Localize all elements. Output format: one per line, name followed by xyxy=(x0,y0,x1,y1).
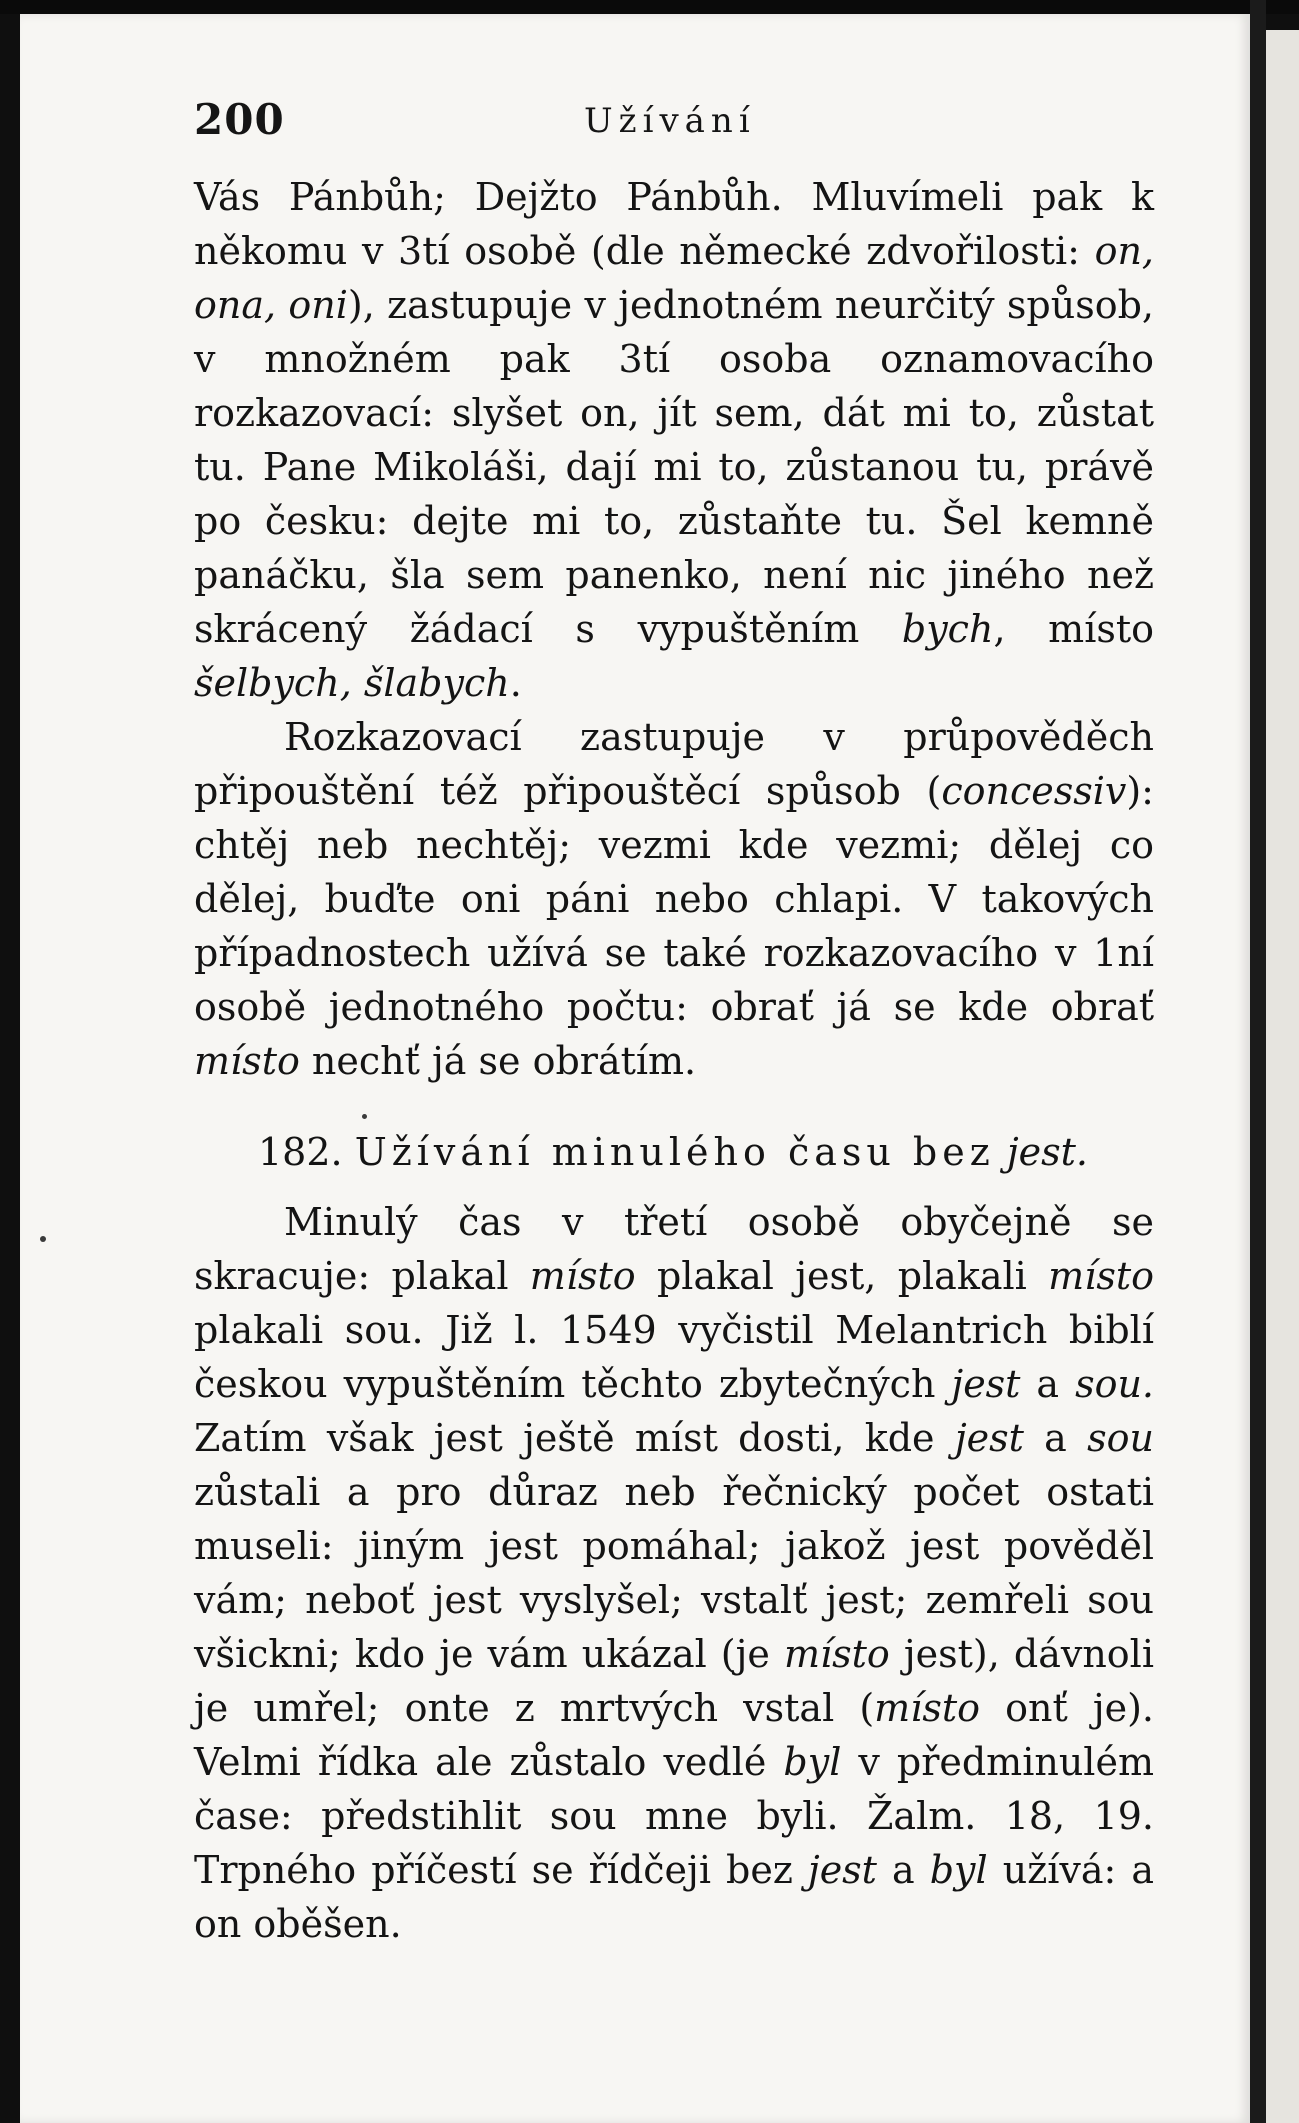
ink-speck xyxy=(362,1114,367,1119)
italic-run: sou. xyxy=(1075,1362,1154,1406)
text-run: nechť já se obrátím. xyxy=(299,1039,697,1083)
facing-page-edge xyxy=(1266,30,1299,2123)
section-title-italic: jest. xyxy=(1006,1130,1088,1174)
italic-run: bych xyxy=(901,607,994,651)
italic-run: jest xyxy=(807,1848,877,1892)
scan-top-border xyxy=(0,0,1299,14)
running-head xyxy=(194,95,1154,155)
section-heading xyxy=(258,1130,1088,1174)
text-run: a xyxy=(1023,1416,1088,1460)
italic-run: sou xyxy=(1087,1416,1154,1460)
section-title: Užívání minulého času bez xyxy=(354,1130,995,1174)
text-run: . xyxy=(509,661,522,705)
ink-speck xyxy=(40,1236,46,1242)
italic-run: šelbych, šlabych xyxy=(194,661,510,705)
italic-run: místo xyxy=(194,1039,300,1083)
text-run: Minulý čas v třetí osobě obyčejně se skracuje: plakal xyxy=(194,1200,1154,1298)
section-number: 182. xyxy=(258,1130,343,1174)
text-run: jest), dávnoli je umřel; onte z mrtvých vstal ( xyxy=(194,1632,1154,1730)
text-run: Zatím však jest ještě míst dosti, kde xyxy=(194,1416,955,1460)
text-run: ): chtěj neb nechtěj; vezmi kde vezmi; dělej co dělej, buďte oni páni nebo chlapi. V takových případnostech užívá se také rozkazovacího v 1ní osobě jednotného počtu: obrať já se kde obrať xyxy=(194,769,1154,1029)
text-run: plakal jest, plakali xyxy=(635,1254,1049,1298)
italic-run: on, ona, oni xyxy=(194,229,1154,327)
italic-run: jest xyxy=(951,1362,1021,1406)
text-run: zůstali a pro důraz neb řečnický počet ostati museli: jiným jest pomáhal; jakož jest pověděl vám; neboť jest vyslyšel; vstalť jest; zemřeli sou všickni; kdo je vám ukázal (je xyxy=(194,1470,1154,1676)
paragraph-3 xyxy=(194,1195,1154,1951)
italic-run: jest xyxy=(954,1416,1024,1460)
italic-run: místo xyxy=(783,1632,890,1676)
text-run: plakali sou. Již l. 1549 vyčistil Melantrich biblí českou vypuštěním těchto zbytečných xyxy=(194,1308,1154,1406)
italic-run: místo xyxy=(1048,1254,1154,1298)
paragraph-2 xyxy=(194,710,1154,1088)
text-run: v předminulém čase: předstihlit sou mne byli. Žalm. 18, 19. Trpného příčestí se řídčeji bez xyxy=(194,1740,1154,1892)
italic-run: byl xyxy=(783,1740,842,1784)
text-run: Vás Pánbůh; Dejžto Pánbůh. Mluvímeli pak k někomu v 3tí osobě (dle německé zdvořilosti: xyxy=(194,175,1154,273)
italic-run: byl xyxy=(929,1848,988,1892)
page-number: 200 xyxy=(194,95,285,144)
text-run: užívá: a on oběšen. xyxy=(194,1848,1154,1946)
page-gutter-shadow xyxy=(1250,0,1266,2123)
running-head-title: Užívání xyxy=(584,101,756,141)
text-run: onť je). Velmi řídka ale zůstalo vedlé xyxy=(194,1686,1154,1784)
text-run: a xyxy=(876,1848,930,1892)
text-run: Rozkazovací zastupuje v průpověděch připouštění též připouštěcí spůsob ( xyxy=(194,715,1154,813)
paragraph-1 xyxy=(194,170,1154,710)
text-run: a xyxy=(1020,1362,1076,1406)
italic-run: místo xyxy=(874,1686,980,1730)
italic-run: místo xyxy=(529,1254,636,1298)
italic-run: concessiv xyxy=(941,769,1127,813)
text-run: ), zastupuje v jednotném neurčitý spůsob, v množném pak 3tí osoba oznamovacího rozkazovací: slyšet on, jít sem, dát mi to, zůstat tu. Pane Mikoláši, dají mi to, zůstanou tu, právě po česku: dejte mi to, zůstaňte tu. Šel kemně panáčku, šla sem panenko, není nic jiného než skrácený žádací s vypuštěním xyxy=(194,283,1154,651)
text-run: , místo xyxy=(993,607,1154,651)
